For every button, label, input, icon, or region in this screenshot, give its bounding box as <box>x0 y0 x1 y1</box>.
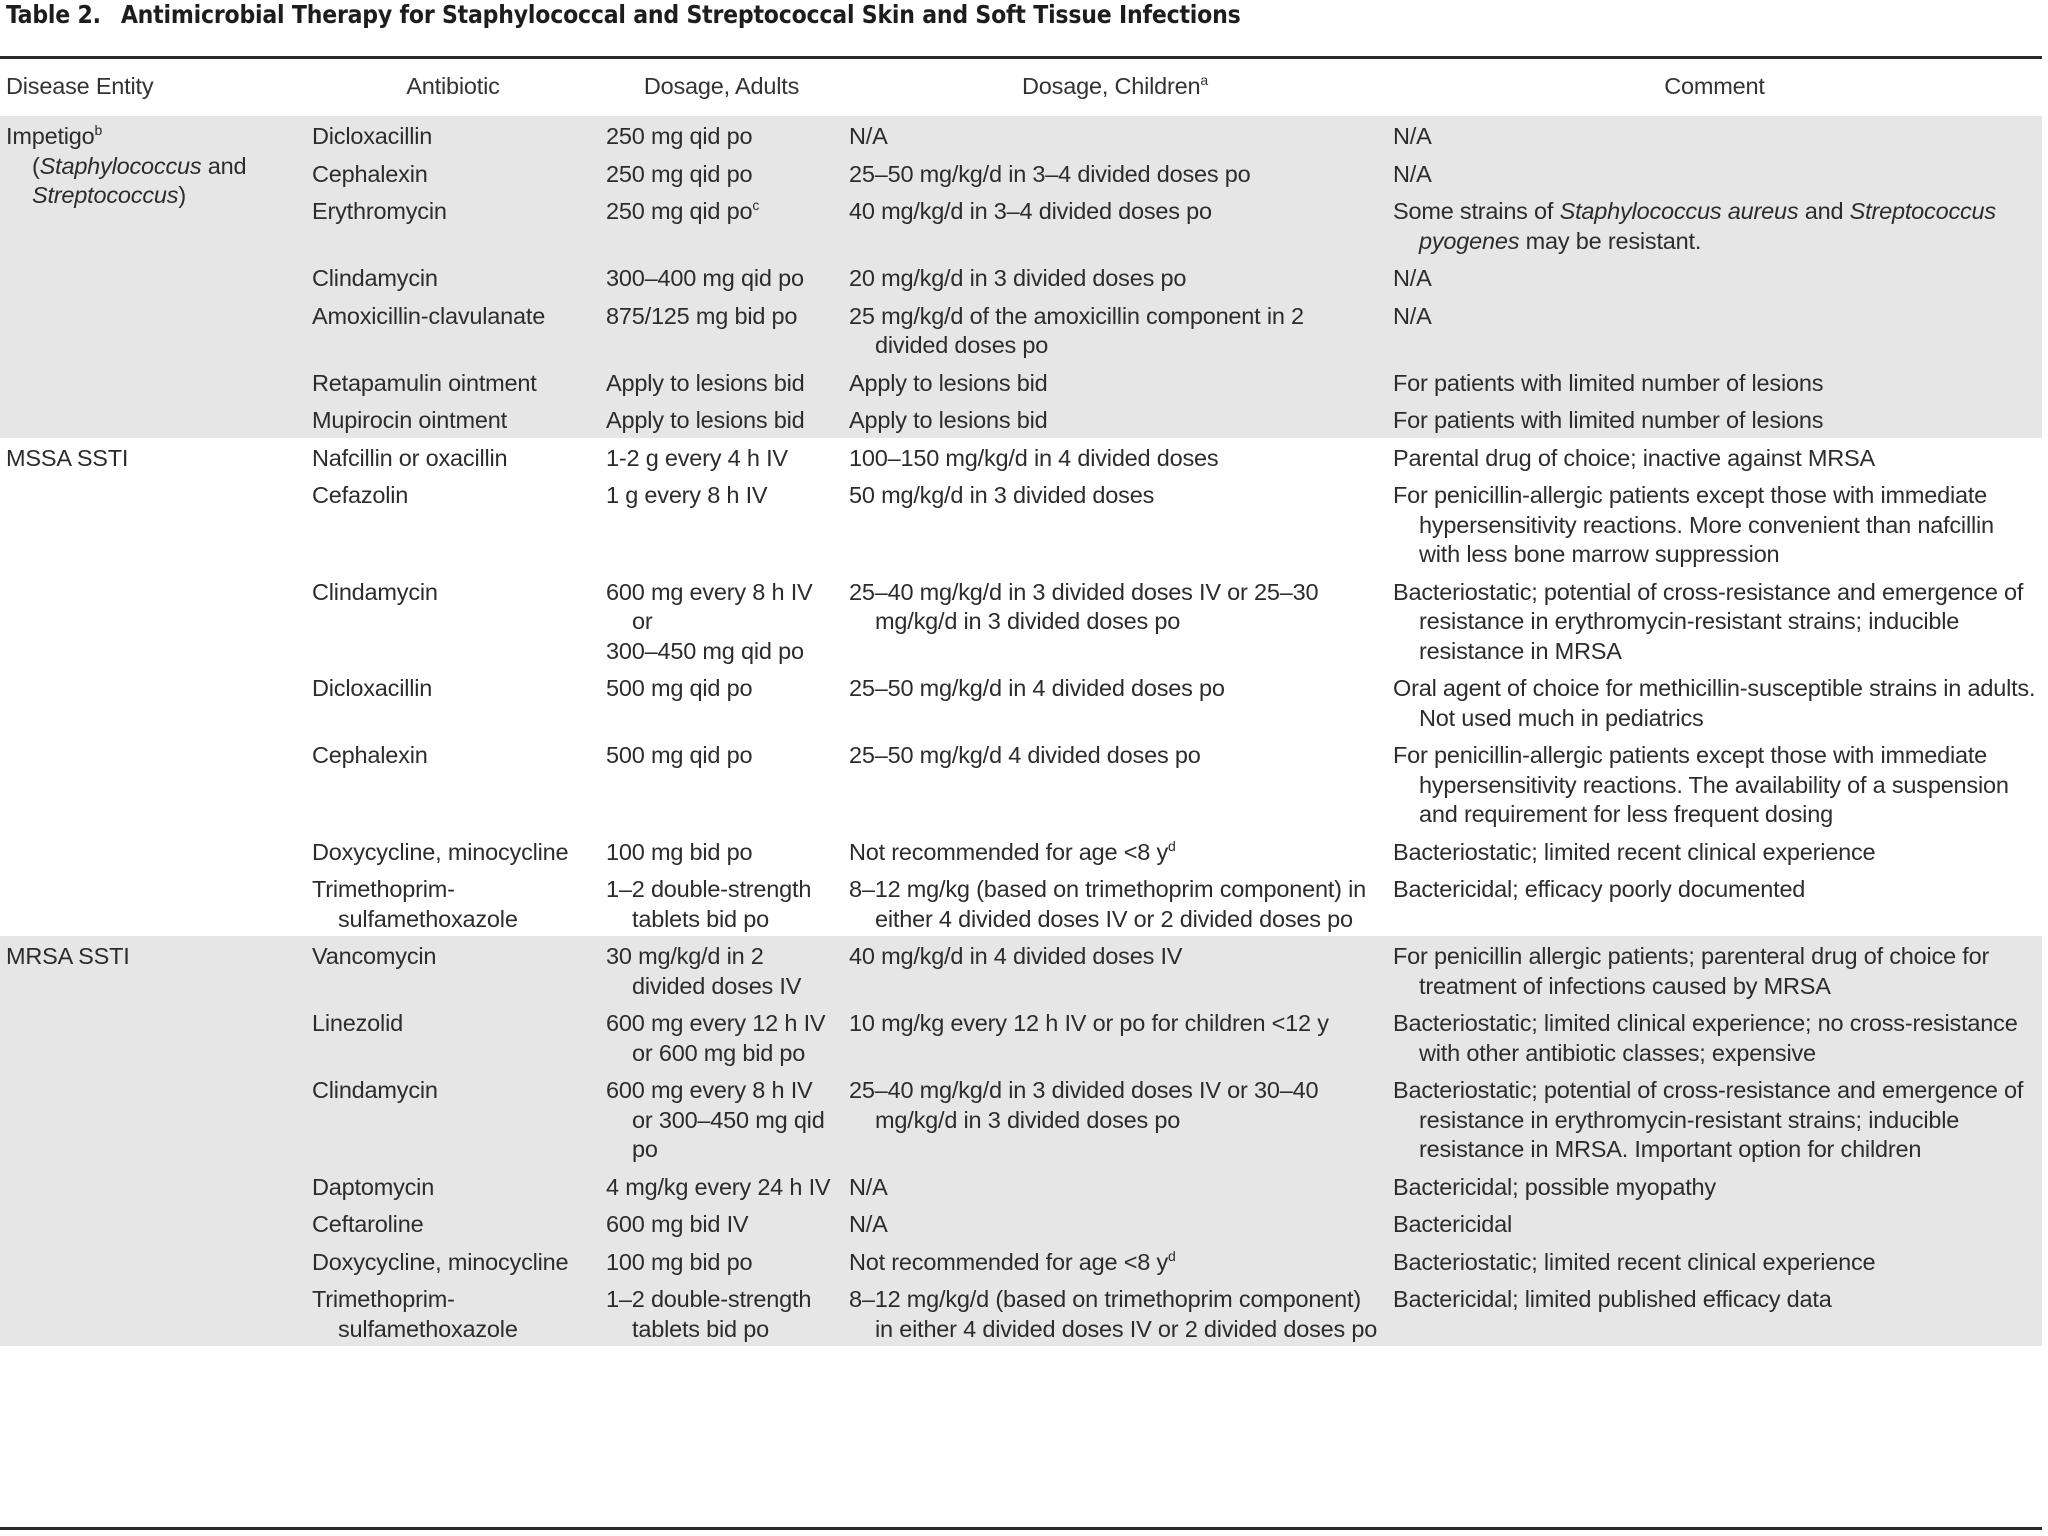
table-row <box>0 363 2042 401</box>
child-dose-cell: N/A <box>843 1204 1387 1242</box>
group-impetigo <box>0 116 2042 438</box>
comment-cell: Oral agent of choice for methicillin-susceptible strains in adults. Not used much in pediatrics <box>1393 675 2036 731</box>
adult-dose-cell: 600 mg every 8 h IV or 300–450 mg qid po <box>606 578 813 664</box>
header-row <box>0 72 2042 116</box>
table-row <box>0 668 2042 735</box>
child-dose-footnote: d <box>1168 837 1176 854</box>
header-children-label: Dosage, Children <box>1022 73 1201 99</box>
table-number: Table 2. <box>6 0 101 29</box>
comment-cell: Bactericidal; possible myopathy <box>1387 1167 2042 1205</box>
header-adult: Dosage, Adults <box>643 73 800 99</box>
child-dose-cell: 40 mg/kg/d in 3–4 divided doses po <box>843 191 1387 258</box>
entity-name: MRSA SSTI <box>6 943 130 969</box>
comment-cell: N/A <box>1387 296 2042 363</box>
entity-organisms: (Staphylococcus and Streptococcus) <box>32 152 247 208</box>
table-row <box>0 1242 2042 1280</box>
top-rule <box>0 56 2042 59</box>
disease-entity <box>0 936 306 1346</box>
antibiotic-cell: Linezolid <box>306 1003 600 1070</box>
adult-dose-footnote: c <box>752 197 760 214</box>
child-dose-cell: N/A <box>843 1167 1387 1205</box>
table-row <box>0 116 2042 154</box>
comment-cell: Bactericidal <box>1387 1204 2042 1242</box>
antibiotic-cell: Trimethoprim-sulfamethoxazole <box>306 1279 600 1346</box>
antibiotic-cell: Retapamulin ointment <box>306 363 600 401</box>
table-row <box>0 832 2042 870</box>
comment-cell: N/A <box>1387 258 2042 296</box>
antibiotic-cell: Nafcillin or oxacillin <box>312 444 508 471</box>
adult-dose-cell: 30 mg/kg/d in 2 divided doses IV <box>600 936 843 1003</box>
comment-cell: Bactericidal; efficacy poorly documented <box>1393 876 1806 902</box>
comment-cell: Bacteriostatic; potential of cross-resistance and emergence of resistance in erythromycin-resistant strains; inducible resistance in MRSA <box>1393 578 2024 664</box>
antibiotic-cell: Trimethoprim-sulfamethoxazole <box>312 876 518 932</box>
comment-cell: For penicillin-allergic patients except those with immediate hypersensitivity reactions. More convenient than nafcillin with less bone marrow suppression <box>1393 482 1994 567</box>
disease-entity <box>0 438 306 937</box>
adult-dose-cell: 500 mg qid po <box>606 742 753 768</box>
table-row <box>0 572 2042 669</box>
group-mssa-ssti <box>0 438 2042 937</box>
table-row <box>0 191 2042 258</box>
antibiotic-cell: Cephalexin <box>312 742 428 768</box>
table-row <box>0 1003 2042 1070</box>
table-caption <box>6 0 2042 30</box>
adult-dose-cell: 600 mg bid IV <box>600 1204 843 1242</box>
table-row <box>0 1279 2042 1346</box>
adult-dose-cell: 250 mg qid po <box>600 116 843 154</box>
child-dose-cell: Apply to lesions bid <box>843 400 1387 438</box>
adult-dose-cell: 250 mg qid $po^c$ <box>600 191 843 258</box>
antibiotic-cell: Cefazolin <box>312 482 409 508</box>
header-comment: Comment <box>1664 73 1765 99</box>
comment-cell: N/A <box>1387 116 2042 154</box>
child-dose-cell: 25–40 mg/kg/d in 3 divided doses IV or 30–40 mg/kg/d in 3 divided doses po <box>843 1070 1387 1167</box>
table-row <box>0 154 2042 192</box>
child-dose-cell: Apply to lesions bid <box>843 363 1387 401</box>
child-dose-footnote: d <box>1168 1247 1176 1264</box>
table-row <box>0 400 2042 438</box>
adult-dose-cell: 1-2 g every 4 h IV <box>606 444 788 471</box>
comment-cell: Bacteriostatic; limited recent clinical experience <box>1387 1242 2042 1280</box>
child-dose-cell: 25–40 mg/kg/d in 3 divided doses IV or 25–30 mg/kg/d in 3 divided doses po <box>849 578 1319 634</box>
table-row <box>0 475 2042 572</box>
child-dose-cell: 10 mg/kg every 12 h IV or po for children <12 y <box>843 1003 1387 1070</box>
group-mrsa-ssti <box>0 936 2042 1346</box>
adult-dose-cell: 1–2 double-strength tablets bid po <box>600 1279 843 1346</box>
child-dose-cell: 25–50 mg/kg/d 4 divided doses po <box>849 742 1201 768</box>
adult-dose-cell: 500 mg qid po <box>606 675 753 701</box>
adult-dose-cell: Apply to lesions bid <box>600 400 843 438</box>
child-dose-cell: 25 mg/kg/d of the amoxicillin component in 2 divided doses po <box>843 296 1387 363</box>
adult-dose-cell: 4 mg/kg every 24 h IV <box>600 1167 843 1205</box>
table-row <box>0 438 2042 476</box>
disease-entity <box>0 116 306 438</box>
antibiotic-cell: Doxycycline, minocycline <box>306 1242 600 1280</box>
table-row <box>0 296 2042 363</box>
antibiotic-cell: Clindamycin <box>312 578 438 605</box>
child-dose-cell: 25–50 mg/kg/d in 4 divided doses po <box>849 675 1225 701</box>
child-dose-cell: 100–150 mg/kg/d in 4 divided doses <box>849 444 1219 471</box>
table-row <box>0 1204 2042 1242</box>
child-dose-cell: Not recommended for age <8 $y^d$ <box>843 1242 1387 1280</box>
comment-cell: N/A <box>1387 154 2042 192</box>
entity-name: MSSA SSTI <box>6 444 129 471</box>
adult-dose-cell: 600 mg every 12 h IV or 600 mg bid po <box>600 1003 843 1070</box>
child-dose-cell: 50 mg/kg/d in 3 divided doses <box>849 482 1155 508</box>
antibiotic-cell: Erythromycin <box>306 191 600 258</box>
antibiotic-cell: Dicloxacillin <box>312 675 433 701</box>
header-children <box>843 72 1387 116</box>
comment-cell: Some strains of Staphylococcus aureus and Streptococcus pyogenes may be resistant. <box>1387 191 2042 258</box>
child-dose-cell: N/A <box>843 116 1387 154</box>
comment-cell: For patients with limited number of lesions <box>1387 363 2042 401</box>
table-title: Antimicrobial Therapy for Staphylococcal and Streptococcal Skin and Soft Tissue Infections <box>120 0 1241 29</box>
table-row <box>0 936 2042 1003</box>
antibiotic-cell: Clindamycin <box>306 258 600 296</box>
entity-name: Impetigo <box>6 123 95 149</box>
adult-dose-cell: Apply to lesions bid <box>600 363 843 401</box>
table-row <box>0 735 2042 832</box>
child-dose-cell: 40 mg/kg/d in 4 divided doses IV <box>843 936 1387 1003</box>
comment-cell: Bacteriostatic; potential of cross-resistance and emergence of resistance in erythromycin-resistant strains; inducible resistance in MRSA. Important option for children <box>1387 1070 2042 1167</box>
adult-dose-cell: 875/125 mg bid po <box>600 296 843 363</box>
child-dose-cell: 8–12 mg/kg/d (based on trimethoprim component) in either 4 divided doses IV or 2 divided doses po <box>843 1279 1387 1346</box>
child-dose-cell: 20 mg/kg/d in 3 divided doses po <box>843 258 1387 296</box>
comment-cell: Bactericidal; limited published efficacy data <box>1387 1279 2042 1346</box>
table-row <box>0 258 2042 296</box>
header-disease: Disease Entity <box>6 73 154 99</box>
antibiotic-cell: Amoxicillin-clavulanate <box>306 296 600 363</box>
bottom-rule <box>0 1527 2042 1530</box>
antibiotic-cell: Mupirocin ointment <box>306 400 600 438</box>
adult-dose-cell: 250 mg qid po <box>600 154 843 192</box>
child-dose-cell: Not recommended for age <8 $y^d$ <box>849 837 1176 865</box>
adult-dose-cell: 1 g every 8 h IV <box>606 482 768 508</box>
adult-dose-cell: 100 mg bid po <box>600 1242 843 1280</box>
adult-dose-cell: 300–400 mg qid po <box>600 258 843 296</box>
header-antibiotic: Antibiotic <box>406 73 500 99</box>
entity-footnote: b <box>94 122 103 139</box>
antibiotic-cell: Cephalexin <box>306 154 600 192</box>
antibiotic-cell: Ceftaroline <box>306 1204 600 1242</box>
table-row <box>0 1167 2042 1205</box>
antibiotic-cell: Daptomycin <box>306 1167 600 1205</box>
adult-dose-cell: 600 mg every 8 h IV or 300–450 mg qid po <box>600 1070 843 1167</box>
comment-cell: For penicillin-allergic patients except those with immediate hypersensitivity reactions. The availability of a suspension and requirement for less frequent dosing <box>1393 742 2009 827</box>
comment-cell: Parental drug of choice; inactive against MRSA <box>1393 444 1875 471</box>
comment-cell: For penicillin allergic patients; parenteral drug of choice for treatment of infections caused by MRSA <box>1387 936 2042 1003</box>
antibiotic-cell: Vancomycin <box>306 936 600 1003</box>
comment-cell: For patients with limited number of lesions <box>1387 400 2042 438</box>
antibiotic-cell: Doxycycline, minocycline <box>312 838 569 865</box>
therapy-table <box>0 72 2042 1346</box>
comment-cell: Bacteriostatic; limited recent clinical experience <box>1393 838 1876 865</box>
table-row <box>0 1070 2042 1167</box>
header-children-footnote: a <box>1200 72 1208 89</box>
adult-dose-cell: 1–2 double-strength tablets bid po <box>606 876 812 932</box>
comment-cell: Bacteriostatic; limited clinical experience; no cross-resistance with other antibiotic classes; expensive <box>1387 1003 2042 1070</box>
antibiotic-cell: Clindamycin <box>306 1070 600 1167</box>
antibiotic-cell: Dicloxacillin <box>306 116 600 154</box>
child-dose-cell: 8–12 mg/kg (based on trimethoprim component) in either 4 divided doses IV or 2 divided doses po <box>849 876 1367 932</box>
table-row <box>0 869 2042 936</box>
adult-dose-cell: 100 mg bid po <box>606 838 753 865</box>
child-dose-cell: 25–50 mg/kg/d in 3–4 divided doses po <box>843 154 1387 192</box>
